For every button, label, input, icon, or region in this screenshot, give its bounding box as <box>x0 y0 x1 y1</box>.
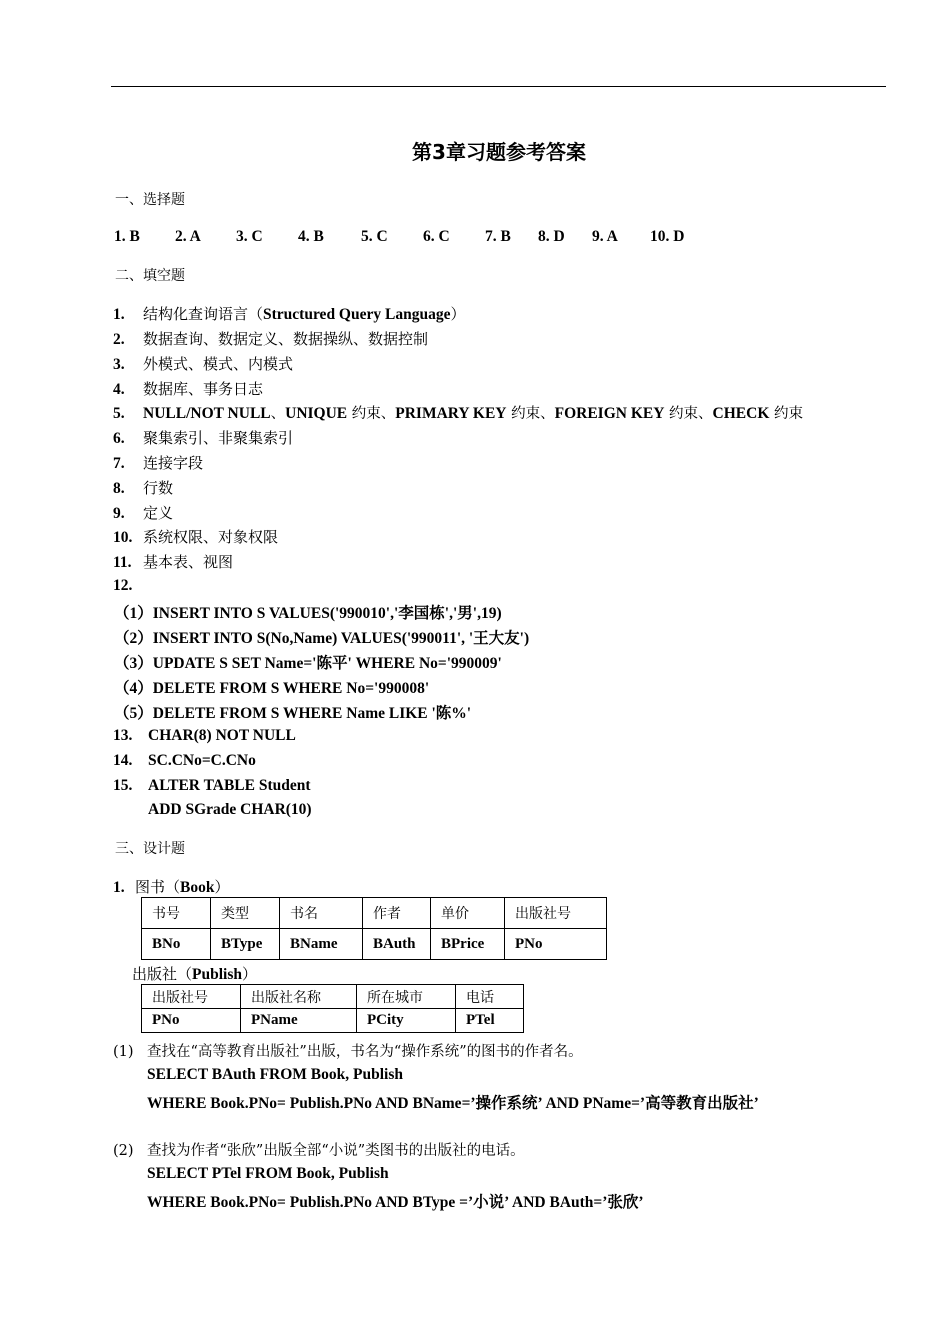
page-title: 第3章习题参考答案 <box>412 140 586 164</box>
fill-answer-11: 11. 基本表、视图 <box>113 553 234 571</box>
table-cell: PNo <box>505 929 607 960</box>
section-heading-design: 三、设计题 <box>115 841 185 857</box>
table-cell: 出版社号 <box>505 898 607 929</box>
table-row <box>142 1009 524 1033</box>
choice-answer: 2. A <box>175 228 201 245</box>
fill-answer-15-line2: ADD SGrade CHAR(10) <box>148 801 312 818</box>
choice-answer: 6. C <box>423 228 450 245</box>
fill-answer-15: 15. ALTER TABLE Student <box>113 777 311 794</box>
fill-answer-5: 5. NULL/NOT NULL、UNIQUE 约束、PRIMARY KEY 约束、FOREIGN KEY 约束、CHECK 约束 <box>113 405 803 422</box>
publish-table <box>141 984 524 1033</box>
fill-answer-1: 1. 结构化查询语言（Structured Query Language） <box>113 305 466 323</box>
table-cell: 作者 <box>363 898 431 929</box>
sql-answer-12-4: （4）DELETE FROM S WHERE No='990008' <box>114 680 430 697</box>
fill-answer-9: 9. 定义 <box>113 504 174 522</box>
design-item-1-label: 1. 图书（Book） <box>113 878 230 896</box>
table-cell: PName <box>241 1009 357 1033</box>
table-cell: 书号 <box>142 898 211 929</box>
table-cell: 类型 <box>211 898 280 929</box>
design-question-1: (1) 查找在“高等教育出版社”出版，书名为“操作系统”的图书的作者名。 <box>113 1044 583 1060</box>
design-question-2: (2) 查找为作者“张欣”出版全部“小说”类图书的出版社的电话。 <box>113 1143 525 1159</box>
choice-answer: 3. C <box>236 228 263 245</box>
choice-answer: 8. D <box>538 228 565 245</box>
table-header-row <box>142 898 607 929</box>
fill-answer-3: 3. 外模式、模式、内模式 <box>113 355 294 373</box>
design-q1-sql-2: WHERE Book.PNo= Publish.PNo AND BName=’操作系统’ AND PName=’高等教育出版社’ <box>147 1095 759 1112</box>
table-cell: PTel <box>456 1009 524 1033</box>
choice-answer: 7. B <box>485 228 511 245</box>
book-table <box>141 897 607 960</box>
fill-answer-7: 7. 连接字段 <box>113 454 204 472</box>
table-cell: 单价 <box>431 898 505 929</box>
table-cell: PCity <box>357 1009 456 1033</box>
table-cell: 电话 <box>456 985 524 1009</box>
table-cell: BPrice <box>431 929 505 960</box>
section-heading-fill: 二、填空题 <box>115 268 185 284</box>
publish-table-label: 出版社（Publish） <box>132 965 258 983</box>
design-q1-sql-1: SELECT BAuth FROM Book, Publish <box>147 1066 403 1083</box>
choice-answer: 5. C <box>361 228 388 245</box>
table-header-row <box>142 985 524 1009</box>
sql-answer-12-1: （1）INSERT INTO S VALUES('990010','李国栋','男',19) <box>114 605 502 622</box>
fill-answer-6: 6. 聚集索引、非聚集索引 <box>113 429 294 447</box>
choice-answer: 1. B <box>114 228 140 245</box>
table-cell: 出版社名称 <box>241 985 357 1009</box>
fill-answer-4: 4. 数据库、事务日志 <box>113 380 264 398</box>
table-cell: 书名 <box>280 898 363 929</box>
design-q2-sql-1: SELECT PTel FROM Book, Publish <box>147 1165 389 1182</box>
fill-answer-12: 12. <box>113 577 133 594</box>
sql-answer-12-5: （5）DELETE FROM S WHERE Name LIKE '陈%' <box>114 705 472 722</box>
sql-answer-12-3: （3）UPDATE S SET Name='陈平' WHERE No='990009' <box>114 655 502 672</box>
table-cell: PNo <box>142 1009 241 1033</box>
design-q2-sql-2: WHERE Book.PNo= Publish.PNo AND BType =’小说’ AND BAuth=’张欣’ <box>147 1194 644 1211</box>
choice-answer: 10. D <box>650 228 685 245</box>
fill-answer-8: 8. 行数 <box>113 479 174 497</box>
table-row <box>142 929 607 960</box>
table-cell: 出版社号 <box>142 985 241 1009</box>
fill-answer-14: 14. SC.CNo=C.CNo <box>113 752 256 769</box>
fill-answer-2: 2. 数据查询、数据定义、数据操纵、数据控制 <box>113 330 429 348</box>
sql-answer-12-2: （2）INSERT INTO S(No,Name) VALUES('990011', '王大友') <box>114 630 530 647</box>
choice-answer: 4. B <box>298 228 324 245</box>
fill-answer-13: 13. CHAR(8) NOT NULL <box>113 727 296 744</box>
header-rule <box>111 86 886 87</box>
choice-answer: 9. A <box>592 228 618 245</box>
fill-answer-10: 10. 系统权限、对象权限 <box>113 528 279 546</box>
table-cell: BAuth <box>363 929 431 960</box>
table-cell: 所在城市 <box>357 985 456 1009</box>
table-cell: BType <box>211 929 280 960</box>
table-cell: BName <box>280 929 363 960</box>
table-cell: BNo <box>142 929 211 960</box>
section-heading-choice: 一、选择题 <box>115 192 185 208</box>
